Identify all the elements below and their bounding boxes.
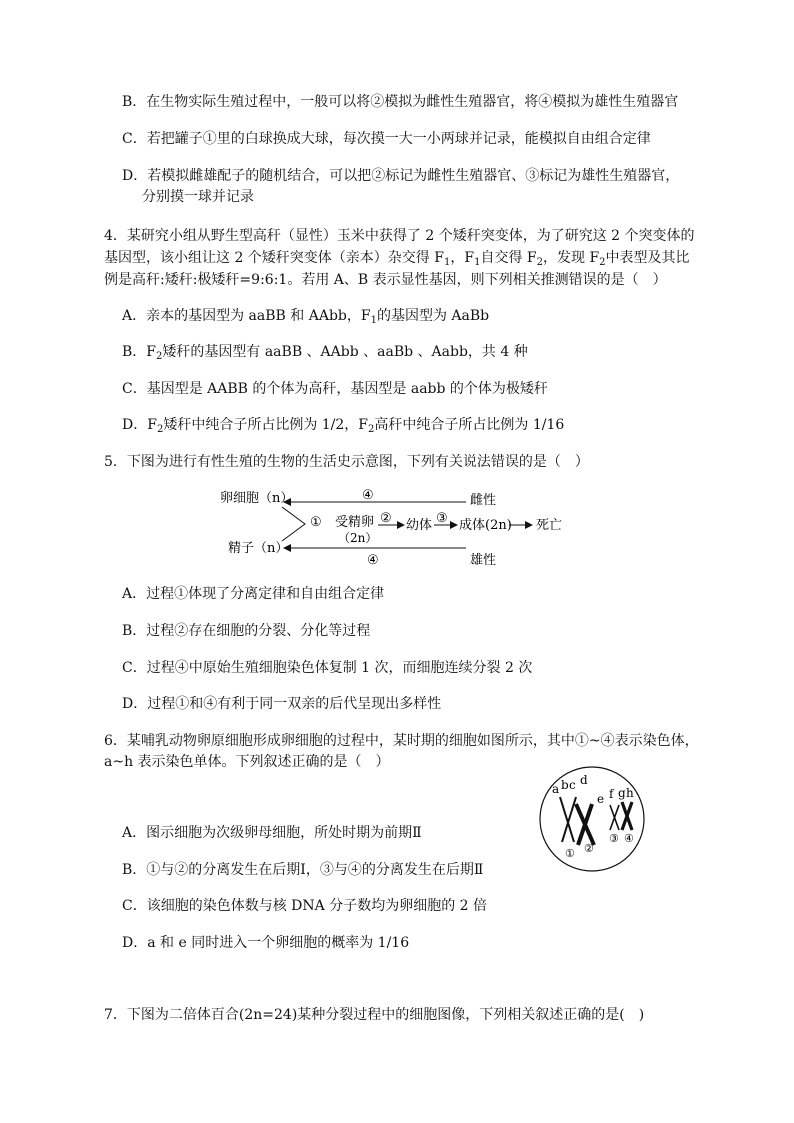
q6-option-a: A．图示细胞为次级卵母细胞，所处时期为前期Ⅱ: [122, 825, 422, 841]
adult-label: 成体(2n): [459, 518, 512, 533]
step-4-top: ④: [362, 488, 374, 503]
q3-option-d-line2: 分别摸一球并记录: [142, 189, 254, 205]
chromatid-e: e: [597, 792, 605, 806]
chromatid-f: f: [609, 787, 614, 801]
chromatid-d: d: [580, 773, 588, 787]
q6-stem-line1: 6．某哺乳动物卵原细胞形成卵细胞的过程中，某时期的细胞如图所示，其中①~④表示染色体，: [104, 733, 699, 749]
q4-option-a: A．亲本的基因型为 aaBB 和 AAbb，$F_1$的基因型为 AaBb: [122, 308, 490, 326]
q4-stem-line1: 4．某研究小组从野生型高秆（显性）玉米中获得了 2 个矮秆突变体，为了研究这 2 个突变体的: [104, 228, 695, 244]
q4-option-d: D．$F_2$矮秆中纯合子所占比例为 1/2，$F_2$高秆中纯合子所占比例为 1/16: [122, 417, 565, 435]
q4-option-b: B．$F_2$矮秆的基因型有 aaBB 、AAbb 、aaBb 、Aabb，共 4 种: [122, 344, 528, 362]
q3-option-b: B．在生物实际生殖过程中，一般可以将②模拟为雌性生殖器官，将④模拟为雄性生殖器官: [122, 94, 679, 110]
q5-option-a: A．过程①体现了分离定律和自由组合定律: [122, 586, 385, 602]
q5-option-b: B．过程②存在细胞的分裂、分化等过程: [122, 623, 371, 639]
chromatid-a: a: [552, 782, 560, 796]
female-label: 雌性: [470, 493, 497, 508]
chromatid-c: c: [569, 778, 576, 792]
chromatid-g: g: [618, 786, 626, 800]
q4-stem-line3: 例是高秆:矮秆:极矮秆=9:6:1。若用 A、B 表示显性基因，则下列相关推测错误的是（ ）: [104, 272, 667, 288]
q7-stem: 7．下图为二倍体百合(2n=24)某种分裂过程中的细胞图像，下列相关叙述正确的是( ): [104, 1007, 645, 1023]
chromosome-2-label: ②: [584, 842, 594, 855]
step-2: ②: [380, 511, 392, 526]
q4-option-c: C．基因型是 AABB 的个体为高秆，基因型是 aabb 的个体为极矮秆: [122, 381, 548, 397]
death-label: 死亡: [536, 518, 563, 533]
q5-option-c: C．过程④中原始生殖细胞染色体复制 1 次，而细胞连续分裂 2 次: [122, 660, 533, 676]
q6-option-c: C．该细胞的染色体数与核 DNA 分子数均为卵细胞的 2 倍: [122, 898, 488, 914]
chromatid-h: h: [626, 786, 634, 800]
q5-option-d: D．过程①和④有利于同一双亲的后代呈现出多样性: [122, 696, 442, 712]
zygote-label: 受精卵: [335, 515, 375, 530]
chromosome-1-label: ①: [565, 847, 575, 860]
step-3: ③: [436, 511, 448, 526]
chromatid-b: b: [561, 778, 569, 792]
q6-stem-line2: a~h 表示染色单体。下列叙述正确的是（ ）: [104, 754, 390, 770]
chromosome-3-label: ③: [609, 832, 619, 845]
q3-option-c: C．若把罐子①里的白球换成大球，每次摸一大一小两球并记录，能模拟自由组合定律: [122, 131, 651, 147]
chromosome-1-arm-a: [560, 797, 574, 842]
step-1: ①: [310, 515, 322, 530]
q3-option-d-line1: D．若模拟雌雄配子的随机结合，可以把②标记为雌性生殖器官、③标记为雄性生殖器官，: [122, 168, 680, 184]
sperm-label: 精子（n）: [228, 541, 289, 556]
q6-option-b: B．①与②的分离发生在后期Ⅰ，③与④的分离发生在后期Ⅱ: [122, 862, 484, 878]
q6-option-d: D．a 和 e 同时进入一个卵细胞的概率为 1/16: [122, 935, 410, 951]
egg-label: 卵细胞（n）: [220, 491, 294, 506]
step-4-bottom: ④: [367, 553, 379, 568]
juvenile-label: 幼体: [406, 518, 433, 533]
zygote-ploidy: （2n）: [338, 531, 378, 545]
chromosome-4-label: ④: [624, 832, 634, 845]
male-label: 雄性: [470, 553, 497, 568]
q4-stem-line2: 基因型，该小组让这 2 个矮秆突变体（亲本）杂交得 $F_1$，$F_1$自交得 $F_2$，发现 $F_2$中表型及其比: [104, 250, 690, 268]
q5-stem: 5．下图为进行有性生殖的生物的生活史示意图，下列有关说法错误的是（ ）: [104, 454, 589, 470]
chromosome-1-arm-b: [562, 797, 576, 842]
